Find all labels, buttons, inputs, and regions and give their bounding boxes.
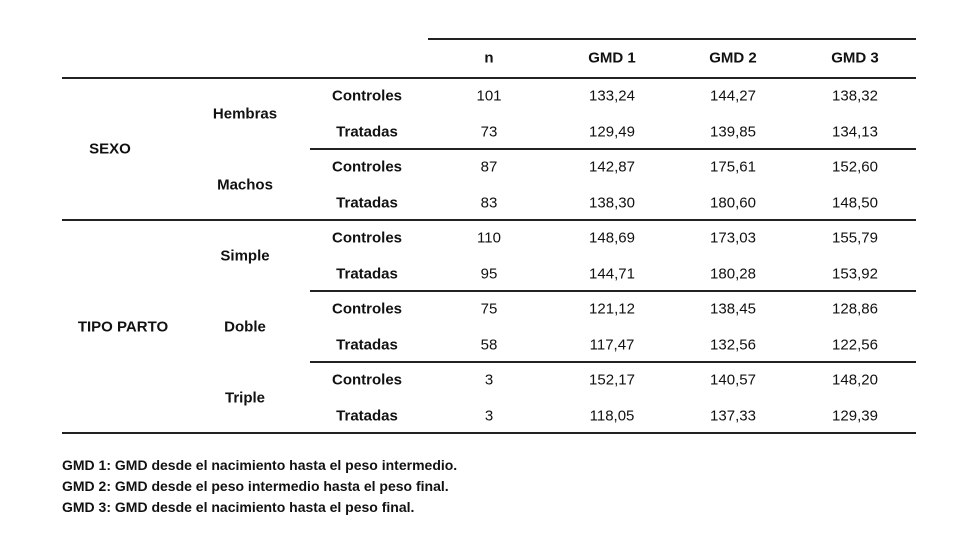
treatment-label: Controles xyxy=(331,229,403,247)
cell-gmd2: 132,56 xyxy=(710,336,756,353)
footnote: GMD 3: GMD desde el nacimiento hasta el peso final. xyxy=(62,499,415,515)
cell-n: 58 xyxy=(480,336,498,353)
header-gmd1: GMD 1 xyxy=(588,49,636,67)
treatment-label: Controles xyxy=(331,300,403,318)
subgroup-label: Triple xyxy=(224,389,266,407)
cell-gmd2: 139,85 xyxy=(710,123,756,140)
treatment-label: Tratadas xyxy=(336,407,398,424)
cell-n: 73 xyxy=(480,123,498,140)
subgroup-label: Hembras xyxy=(212,105,278,123)
treatment-label: Tratadas xyxy=(336,194,398,211)
group-label: SEXO xyxy=(89,140,131,158)
treatment-label: Tratadas xyxy=(336,265,398,282)
cell-gmd2: 140,57 xyxy=(710,371,756,389)
footnote: GMD 2: GMD desde el peso intermedio hasta el peso final. xyxy=(62,478,449,494)
cell-gmd1: 152,17 xyxy=(589,371,635,389)
cell-gmd3: 148,20 xyxy=(832,371,878,389)
subgroup-rule xyxy=(310,290,916,292)
cell-n: 101 xyxy=(476,87,502,105)
treatment-label: Tratadas xyxy=(336,123,398,140)
cell-gmd3: 129,39 xyxy=(832,407,878,424)
cell-gmd3: 153,92 xyxy=(832,265,878,282)
top-rule xyxy=(428,38,916,40)
cell-gmd2: 175,61 xyxy=(710,158,756,176)
cell-gmd1: 138,30 xyxy=(589,194,635,211)
cell-gmd1: 148,69 xyxy=(589,229,635,247)
cell-gmd3: 152,60 xyxy=(832,158,878,176)
cell-gmd3: 122,56 xyxy=(832,336,878,353)
cell-n: 83 xyxy=(480,194,498,211)
treatment-label: Controles xyxy=(331,371,403,389)
header-gmd3: GMD 3 xyxy=(831,49,879,67)
group-label: TIPO PARTO xyxy=(77,318,169,336)
cell-gmd2: 180,60 xyxy=(710,194,756,211)
cell-gmd1: 144,71 xyxy=(589,265,635,282)
cell-gmd1: 129,49 xyxy=(589,123,635,140)
cell-gmd3: 134,13 xyxy=(832,123,878,140)
cell-gmd2: 144,27 xyxy=(710,87,756,105)
cell-gmd3: 148,50 xyxy=(832,194,878,211)
cell-n: 95 xyxy=(480,265,498,282)
cell-gmd1: 121,12 xyxy=(589,300,635,318)
cell-n: 3 xyxy=(484,371,494,389)
cell-n: 75 xyxy=(480,300,498,318)
subgroup-label: Doble xyxy=(224,318,266,336)
subgroup-label: Simple xyxy=(220,247,270,265)
cell-gmd2: 173,03 xyxy=(710,229,756,247)
treatment-label: Tratadas xyxy=(336,336,398,353)
cell-gmd2: 138,45 xyxy=(710,300,756,318)
header-gmd2: GMD 2 xyxy=(709,49,757,67)
cell-gmd2: 180,28 xyxy=(710,265,756,282)
cell-gmd1: 117,47 xyxy=(589,336,635,353)
group-rule xyxy=(62,432,916,434)
cell-gmd1: 118,05 xyxy=(589,407,635,424)
cell-gmd3: 155,79 xyxy=(832,229,878,247)
footnote: GMD 1: GMD desde el nacimiento hasta el peso intermedio. xyxy=(62,457,458,473)
group-rule xyxy=(62,219,916,221)
header-n: n xyxy=(484,49,494,67)
subgroup-rule xyxy=(310,148,916,150)
subgroup-label: Machos xyxy=(217,176,273,194)
cell-n: 3 xyxy=(484,407,494,424)
treatment-label: Controles xyxy=(331,158,403,176)
cell-n: 110 xyxy=(477,229,501,247)
header-rule xyxy=(62,77,916,79)
treatment-label: Controles xyxy=(331,87,403,105)
cell-gmd1: 142,87 xyxy=(589,158,635,176)
cell-gmd3: 128,86 xyxy=(832,300,878,318)
subgroup-rule xyxy=(310,361,916,363)
cell-gmd1: 133,24 xyxy=(589,87,635,105)
cell-gmd3: 138,32 xyxy=(832,87,878,105)
cell-gmd2: 137,33 xyxy=(710,407,756,424)
cell-n: 87 xyxy=(480,158,498,176)
